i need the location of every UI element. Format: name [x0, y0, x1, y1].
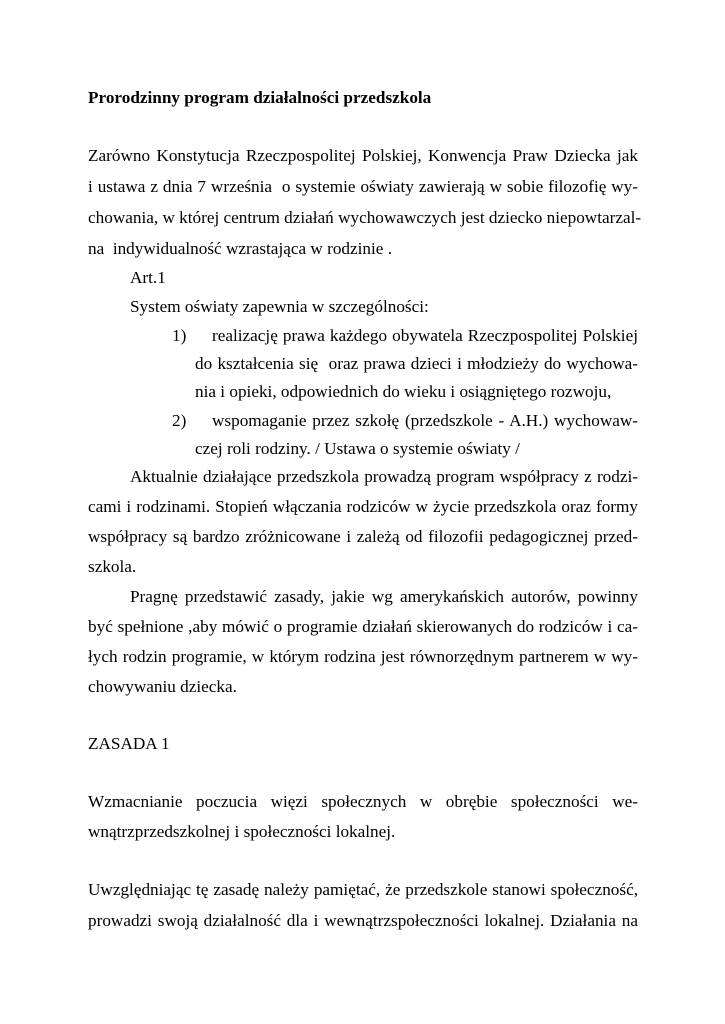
principle-heading: ZASADA 1: [88, 734, 170, 753]
document-title: Prorodzinny program działalności przedszkola: [88, 88, 432, 107]
list-item-line: czej roli rodziny. / Ustawa o systemie oświaty /: [195, 439, 520, 458]
intro-line: chowania, w której centrum działań wychowawczych jest dziecko niepowtarzal-: [88, 208, 642, 227]
principle-line: Wzmacnianie poczucia więzi społecznych w obrębie społeczności we-: [88, 792, 638, 811]
paragraph-line: chowywaniu dziecka.: [88, 677, 237, 696]
paragraph-line: szkola.: [88, 557, 137, 576]
intro-line: Zarówno Konstytucja Rzeczpospolitej Polskiej, Konwencja Praw Dziecka jak: [88, 146, 638, 165]
paragraph-line: współpracy są bardzo zróżnicowane i zależą od filozofii pedagogicznej przed-: [88, 527, 638, 546]
list-item-number: 2): [172, 411, 187, 430]
paragraph-line: być spełnione ,aby mówić o programie działań skierowanych do rodziców i ca-: [88, 617, 638, 636]
intro-line: i ustawa z dnia 7 września o systemie oświaty zawierają w sobie filozofię wy-: [88, 177, 638, 196]
paragraph-line: Pragnę przedstawić zasady, jakie wg amerykańskich autorów, powinny: [130, 587, 638, 606]
closing-line: Uwzględniając tę zasadę należy pamiętać, że przedszkole stanowi społeczność,: [88, 880, 638, 899]
principle-line: wnątrzprzedszkolnej i społeczności lokalnej.: [88, 822, 396, 841]
article-label: Art.1: [130, 268, 166, 287]
paragraph-line: cami i rodzinami. Stopień włączania rodziców w życie przedszkola oraz formy: [88, 497, 638, 516]
list-item-line: realizację prawa każdego obywatela Rzeczpospolitej Polskiej: [212, 326, 638, 345]
paragraph-line: Aktualnie działające przedszkola prowadzą program współpracy z rodzi-: [130, 467, 638, 486]
article-lead: System oświaty zapewnia w szczególności:: [130, 297, 429, 316]
list-item-line: nia i opieki, odpowiednich do wieku i osiągniętego rozwoju,: [195, 382, 612, 401]
list-item-line: wspomaganie przez szkołę (przedszkole - A.H.) wychowaw-: [212, 411, 638, 430]
closing-line: prowadzi swoją działalność dla i wewnątrzspołeczności lokalnej. Działania na: [88, 911, 638, 930]
list-item-line: do kształcenia się oraz prawa dzieci i młodzieży do wychowa-: [195, 354, 638, 373]
list-item-number: 1): [172, 326, 187, 345]
intro-line: na indywidualność wzrastająca w rodzinie .: [88, 239, 393, 258]
paragraph-line: łych rodzin programie, w którym rodzina jest równorzędnym partnerem w wy-: [88, 647, 638, 666]
